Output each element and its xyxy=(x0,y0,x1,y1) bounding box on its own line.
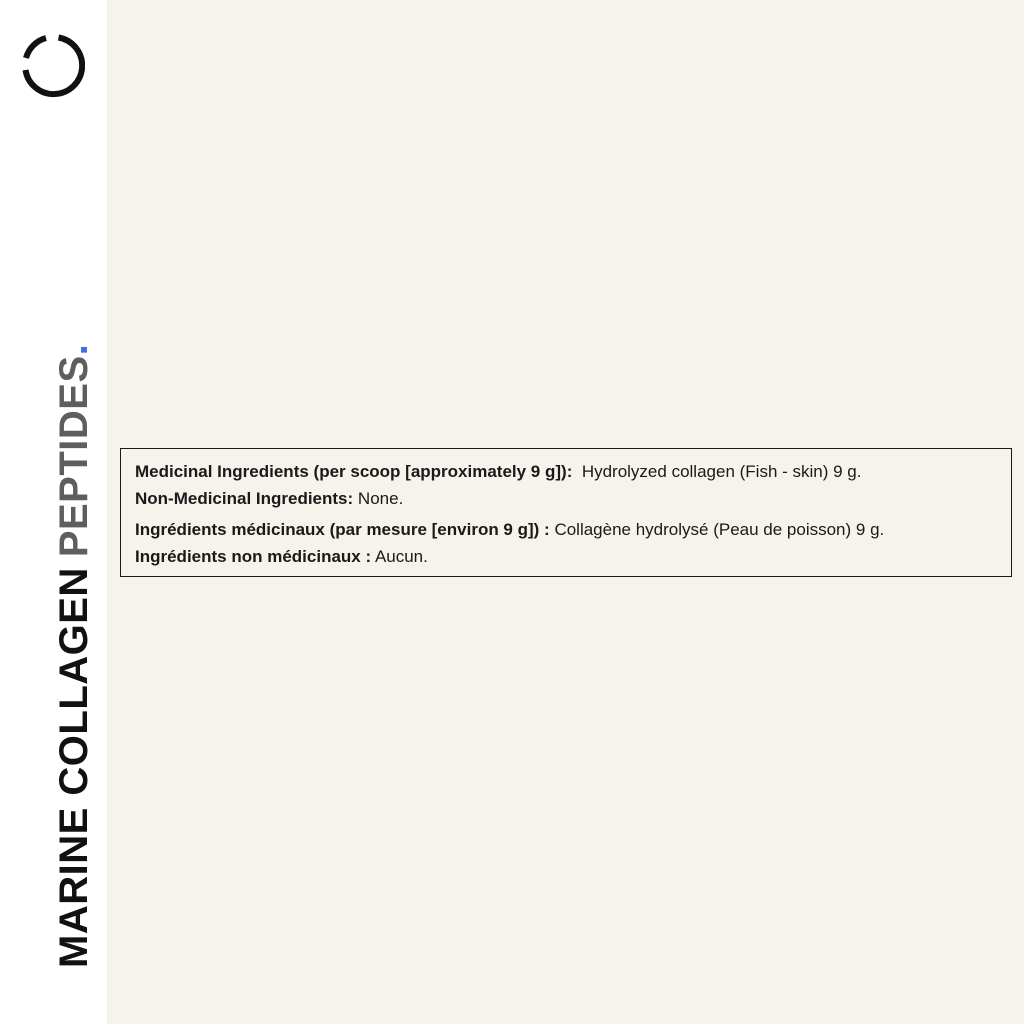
medicinal-ingredients-en xyxy=(135,458,1011,485)
brand-sidebar xyxy=(0,0,107,1024)
medicinal-ingredients-fr-value: Collagène hydrolysé (Peau de poisson) 9 g. xyxy=(554,520,885,539)
non-medicinal-ingredients-en xyxy=(135,485,1011,512)
non-medicinal-ingredients-fr-label: Ingrédients non médicinaux : xyxy=(135,547,372,566)
open-circle-logo-icon xyxy=(21,34,85,98)
medicinal-ingredients-fr xyxy=(135,516,1011,543)
non-medicinal-ingredients-fr-value: Aucun. xyxy=(374,547,428,566)
non-medicinal-ingredients-en-value: None. xyxy=(357,489,404,508)
medicinal-ingredients-fr-label: Ingrédients médicinaux (par mesure [environ 9 g]) : xyxy=(135,520,550,539)
medicinal-ingredients-en-value: Hydrolyzed collagen (Fish - skin) 9 g. xyxy=(581,462,862,481)
non-medicinal-ingredients-fr xyxy=(135,543,1011,570)
non-medicinal-ingredients-en-label: Non-Medicinal Ingredients: xyxy=(135,489,354,508)
ingredients-panel xyxy=(120,448,1012,577)
product-name-primary: MARINE COLLAGEN xyxy=(52,567,96,968)
medicinal-ingredients-en-label: Medicinal Ingredients (per scoop [approximately 9 g]): xyxy=(135,462,573,481)
product-name-secondary: PEPTIDES xyxy=(52,355,96,558)
product-name-accent-dot: . xyxy=(52,343,96,356)
product-name-vertical xyxy=(54,344,94,968)
